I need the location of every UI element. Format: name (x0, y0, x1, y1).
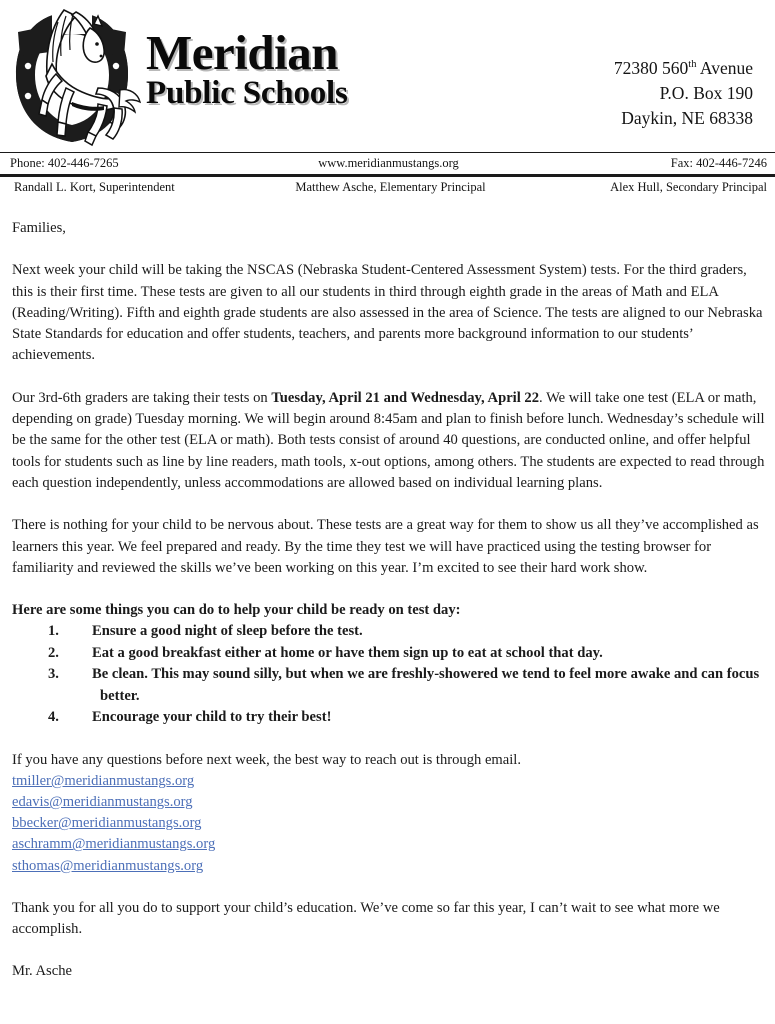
horseshoe-mustang-logo-icon (2, 4, 142, 150)
list-item-text: Be clean. This may sound silly, but when we are freshly-showered we tend to feel more awake and can focus better. (92, 666, 760, 704)
spacer (12, 940, 765, 961)
wordmark-meridian: Meridian (146, 25, 338, 80)
contact-intro: If you have any questions before next week, the best way to reach out is through email. (12, 751, 522, 768)
email-link[interactable]: tmiller@meridianmustangs.org (12, 772, 195, 789)
signature: Mr. Asche (12, 963, 72, 980)
school-logo-block (2, 4, 348, 150)
list-item-text: Eat a good breakfast either at home or have them sign up to eat at school that day. (92, 644, 603, 661)
staff-row (0, 177, 775, 197)
email-link[interactable]: bbecker@meridianmustangs.org (12, 815, 202, 832)
list-item-number: 4. (48, 709, 59, 726)
email-link[interactable]: sthomas@meridianmustangs.org (12, 857, 204, 874)
address-line-2: P.O. Box 190 (659, 82, 753, 103)
elementary-principal-name: Matthew Asche, Elementary Principal (295, 180, 486, 194)
tips-heading: Here are some things you can do to help your child be ready on test day: (12, 602, 461, 619)
spacer (12, 494, 765, 515)
list-item (12, 664, 765, 707)
list-item (12, 771, 765, 792)
ordinal-suffix: th (688, 59, 697, 71)
phone-text: Phone: 402-446-7265 (10, 156, 119, 170)
spacer (12, 877, 765, 898)
greeting: Families, (12, 220, 66, 236)
school-wordmark (146, 25, 348, 112)
list-item (12, 792, 765, 813)
email-link[interactable]: edavis@meridianmustangs.org (12, 794, 193, 811)
email-link[interactable]: aschramm@meridianmustangs.org (12, 836, 216, 853)
test-dates: Tuesday, April 21 and Wednesday, April 22 (271, 389, 540, 406)
list-item-number: 3. (48, 666, 59, 683)
spacer (12, 239, 765, 260)
spacer (12, 197, 765, 218)
paragraph-intro: Next week your child will be taking the NSCAS (Nebraska Student-Centered Assessment System) tests. For the third graders, this is their first time. These tests are given to all our students in third through eighth grade in the areas of Math and ELA (Reading/Writing). Fifth and eighth grade students are also assessed in the area of Science. The tests are aligned to our Nebraska State Standards for education and offer students, teachers, and parents more background information to our students’ achievements. (12, 262, 763, 364)
list-item (12, 834, 765, 855)
tips-list (12, 621, 765, 728)
list-item-text: Encourage your child to try their best! (92, 709, 332, 726)
contact-row (0, 153, 775, 174)
paragraph-reassurance: There is nothing for your child to be nervous about. These tests are a great way for them to show us all they’ve accomplished as learners this year. We feel prepared and ready. By the time they test we will have practiced using the testing browser for familiarity and reviewed the skills we’ve been working on this year. I’m excited to see their hard work show. (12, 517, 759, 576)
fax-text: Fax: 402-446-7246 (670, 156, 767, 170)
list-item-text: Ensure a good night of sleep before the test. (92, 623, 363, 640)
list-item (12, 813, 765, 834)
paragraph-schedule: Our 3rd-6th graders are taking their tests on Tuesday, April 21 and Wednesday, April 22. We will take one test (ELA or math, depending on grade) Tuesday morning. We will begin around 8:45am and plan to finish before lunch. Wednesday’s schedule will be the same for the other test (ELA or math). Both tests consist of around 40 questions, are conducted online, and offer helpful tools for students such as line by line readers, math tools, x-out options, among others. The students are expected to read through each question independently, unless accommodations are allowed based on individual learning plans. (12, 389, 765, 491)
list-item (12, 643, 765, 664)
secondary-principal-name: Alex Hull, Secondary Principal (610, 180, 767, 194)
spacer (12, 367, 765, 388)
spacer (12, 729, 765, 750)
address-line-3: Daykin, NE 68338 (621, 107, 753, 128)
spacer (12, 579, 765, 600)
closing-paragraph: Thank you for all you do to support your child’s education. We’ve come so far this year, I can’t wait to see what more we accomplish. (12, 899, 720, 938)
letter-body (0, 197, 775, 983)
list-item (12, 621, 765, 642)
list-item-number: 2. (48, 644, 59, 661)
letterhead (0, 0, 775, 152)
address-line-1: 72380 560th Avenue (613, 58, 753, 78)
list-item-number: 1. (48, 623, 59, 640)
list-item (12, 856, 765, 877)
school-address (614, 56, 753, 131)
email-list (12, 771, 765, 877)
superintendent-name: Randall L. Kort, Superintendent (14, 180, 175, 194)
website-text: www.meridianmustangs.org (318, 156, 459, 170)
wordmark-public-schools: Public Schools (146, 75, 348, 112)
list-item (12, 707, 765, 728)
